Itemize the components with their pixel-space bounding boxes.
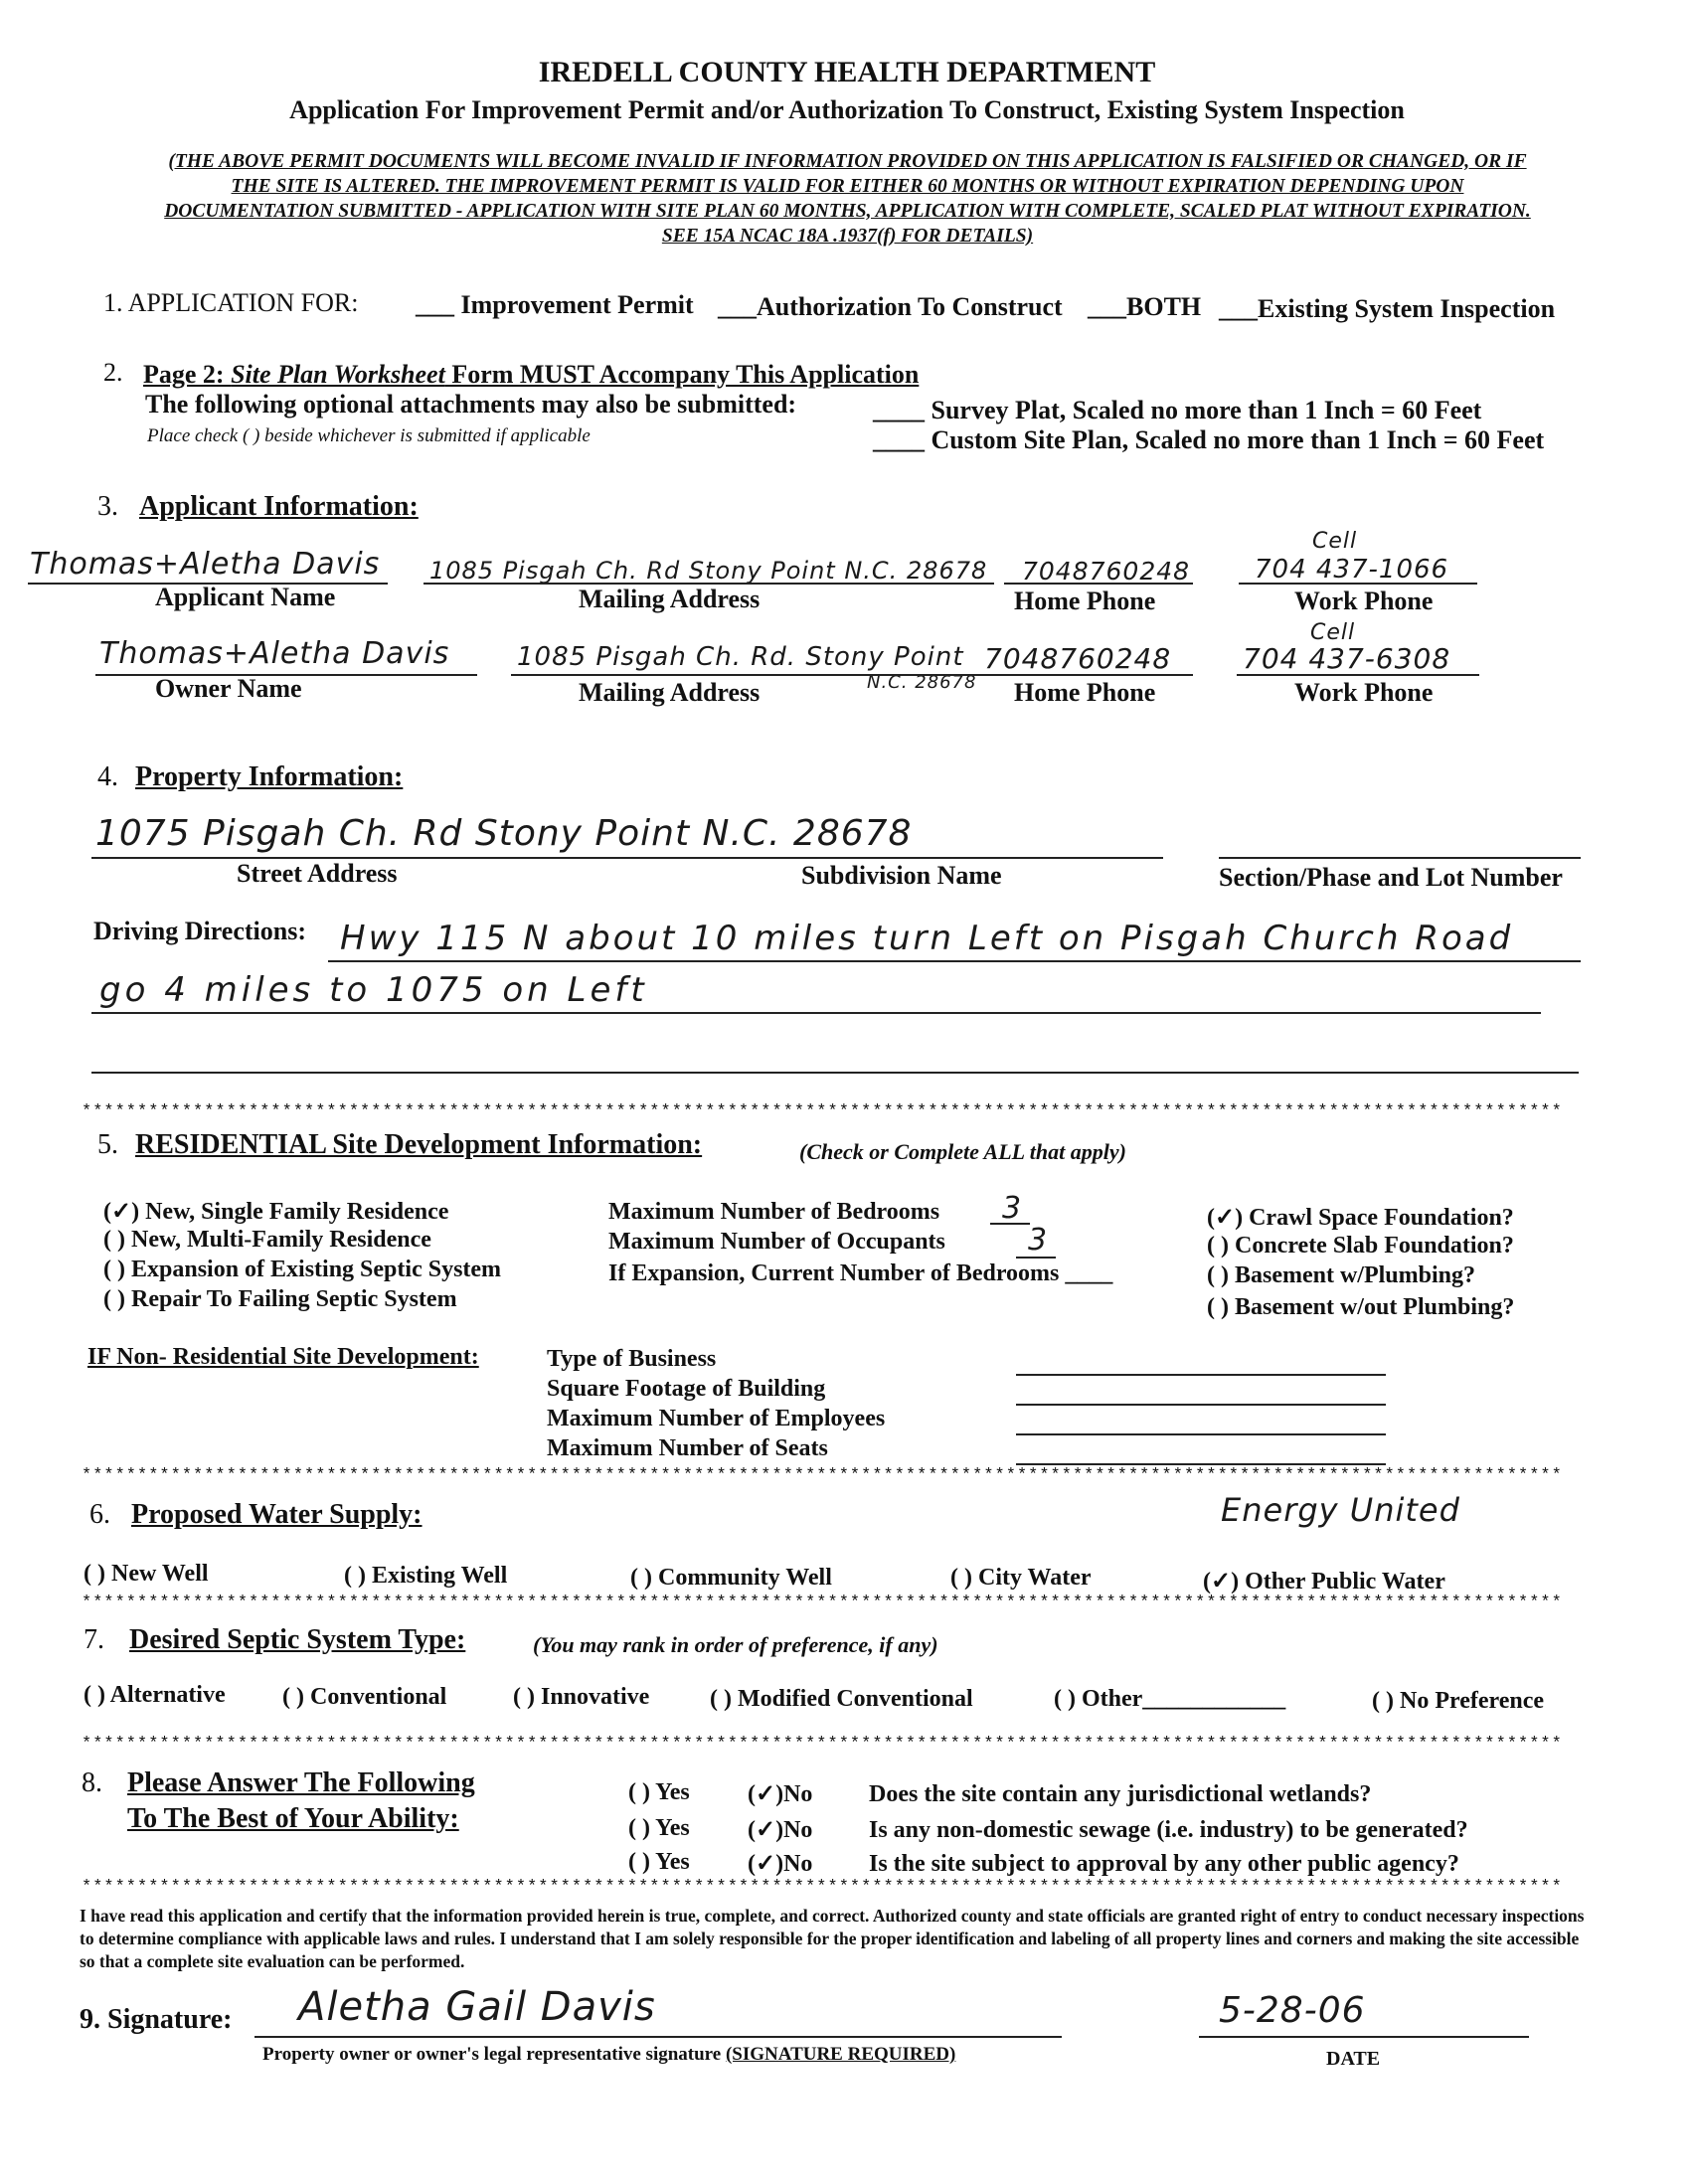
q-wetlands-yes[interactable]: ( ) Yes — [628, 1779, 690, 1805]
residence-type-expansion[interactable] — [103, 1257, 501, 1283]
owner-address-line2: N.C. 28678 — [867, 672, 977, 693]
septic-option-label: Alternative — [109, 1682, 226, 1708]
separator: ************************************************************************************************************************************* — [82, 1595, 1563, 1611]
section5-number: 5. — [97, 1129, 118, 1160]
page-title: IREDELL COUNTY HEALTH DEPARTMENT — [538, 56, 1156, 88]
checkbox-mark: ( ) — [950, 1565, 972, 1591]
checkbox-mark: ( ) — [1207, 1262, 1229, 1288]
checkbox-mark: ( ) — [84, 1561, 105, 1587]
residence-type-new-single[interactable] — [103, 1197, 448, 1226]
driving-directions-label: Driving Directions: — [93, 917, 306, 945]
owner-cell-note: Cell — [1310, 620, 1356, 645]
separator: ************************************************************************************************************************************* — [82, 1879, 1563, 1896]
foundation-concrete-slab[interactable] — [1207, 1233, 1514, 1260]
notice-line: THE SITE IS ALTERED. THE IMPROVEMENT PERMIT IS VALID FOR EITHER 60 MONTHS OR WITHOUT EXPIRATION DEPENDING UPON — [231, 176, 1464, 197]
notice-line: (THE ABOVE PERMIT DOCUMENTS WILL BECOME INVALID IF INFORMATION PROVIDED ON THIS APPLICATION IS FALSIFIED OR CHANGED, OR IF — [168, 151, 1527, 172]
signature-value[interactable]: Aletha Gail Davis — [298, 1984, 656, 2030]
date-caption: DATE — [1326, 2048, 1381, 2070]
checkbox-mark: ( ) — [282, 1684, 304, 1710]
q-sewage-no[interactable]: (✓)No — [748, 1817, 813, 1843]
residence-type-repair[interactable] — [103, 1286, 457, 1313]
water-option-label: City Water — [977, 1565, 1092, 1591]
notice-block — [80, 149, 1615, 249]
option-authorization[interactable]: ___Authorization To Construct — [718, 292, 1063, 321]
water-city-water[interactable] — [950, 1565, 1092, 1592]
attachment-custom-site-plan[interactable]: ____ Custom Site Plan, Scaled no more than 1 Inch = 60 Feet — [873, 425, 1545, 454]
foundation-label: Basement w/Plumbing? — [1234, 1262, 1475, 1288]
owner-address-value: 1085 Pisgah Ch. Rd. Stony Point — [517, 642, 964, 672]
residence-type-label: New, Multi-Family Residence — [130, 1227, 431, 1253]
separator: ************************************************************************************************************************************* — [82, 1467, 1563, 1484]
section-phase-label: Section/Phase and Lot Number — [1219, 863, 1563, 892]
checkbox-mark: ( ) — [1372, 1688, 1394, 1714]
max-bedrooms-value: 3 — [1002, 1191, 1023, 1226]
street-address-value: 1075 Pisgah Ch. Rd Stony Point N.C. 28678 — [95, 813, 913, 854]
septic-option-label: Innovative — [540, 1684, 650, 1710]
water-other-public[interactable] — [1203, 1567, 1445, 1596]
foundation-label: Basement w/out Plumbing? — [1234, 1294, 1515, 1320]
section4-title: Property Information: — [135, 761, 404, 792]
foundation-basement-no-plumbing[interactable] — [1207, 1294, 1514, 1321]
checkbox-mark: (✓) — [1207, 1205, 1244, 1231]
expansion-bedrooms-label[interactable]: If Expansion, Current Number of Bedrooms ____ — [608, 1260, 1113, 1286]
section7-title: Desired Septic System Type: — [129, 1624, 466, 1655]
q-wetlands-no[interactable]: (✓)No — [748, 1781, 813, 1807]
signature-caption — [262, 2044, 955, 2066]
water-provider-value: Energy United — [1221, 1491, 1460, 1529]
separator: ************************************************************************************************************************************* — [82, 1103, 1563, 1120]
owner-work-phone-value: 704 437-6308 — [1243, 642, 1451, 675]
water-option-label: New Well — [110, 1561, 209, 1587]
section3-title: Applicant Information: — [139, 491, 419, 522]
driving-directions-line2: go 4 miles to 1075 on Left — [99, 970, 648, 1010]
driving-directions-line1: Hwy 115 N about 10 miles turn Left on Pisgah Church Road — [340, 919, 1514, 958]
section5-note: (Check or Complete ALL that apply) — [799, 1139, 1126, 1164]
applicant-work-phone-label: Work Phone — [1294, 587, 1434, 615]
page-subtitle: Application For Improvement Permit and/or Authorization To Construct, Existing System Inspection — [289, 95, 1405, 124]
foundation-basement-plumbing[interactable] — [1207, 1262, 1475, 1289]
q-wetlands-text: Does the site contain any jurisdictional wetlands? — [869, 1781, 1372, 1807]
option-improvement-permit[interactable]: ___ Improvement Permit — [416, 290, 694, 319]
checkbox-mark: ( ) — [1207, 1294, 1229, 1320]
owner-name-value: Thomas+Aletha Davis — [99, 636, 450, 671]
foundation-label: Crawl Space Foundation? — [1249, 1205, 1514, 1231]
checkbox-mark: ( ) — [630, 1565, 652, 1591]
optional-attachments-text: The following optional attachments may also be submitted: — [145, 390, 797, 419]
checkbox-mark: (✓) — [103, 1199, 140, 1225]
septic-modified-conventional[interactable] — [710, 1686, 973, 1713]
attachment-survey-plat[interactable]: ____ Survey Plat, Scaled no more than 1 Inch = 60 Feet — [873, 396, 1482, 424]
water-option-label: Community Well — [657, 1565, 832, 1591]
water-option-label: Existing Well — [371, 1563, 508, 1589]
residence-type-label: Repair To Failing Septic System — [130, 1286, 457, 1312]
septic-other[interactable] — [1054, 1686, 1285, 1713]
checkbox-mark: ( ) — [103, 1227, 125, 1253]
max-occupants-value: 3 — [1028, 1223, 1049, 1258]
checkbox-mark: ( ) — [513, 1684, 535, 1710]
applicant-home-phone-label: Home Phone — [1014, 587, 1156, 615]
residence-type-new-multi[interactable] — [103, 1227, 431, 1254]
water-existing-well[interactable] — [344, 1563, 507, 1590]
applicant-cell-note: Cell — [1312, 529, 1358, 554]
section3-number: 3. — [97, 491, 118, 522]
owner-home-phone-label: Home Phone — [1014, 678, 1156, 707]
separator: ************************************************************************************************************************************* — [82, 1736, 1563, 1753]
water-option-label: Other Public Water — [1245, 1569, 1445, 1595]
septic-conventional[interactable] — [282, 1684, 446, 1711]
checkbox-mark: ( ) — [1207, 1233, 1229, 1259]
option-both[interactable]: ___BOTH — [1088, 292, 1202, 321]
checkbox-mark: (✓) — [1203, 1569, 1240, 1595]
section8-title-line2: To The Best of Your Ability: — [127, 1803, 459, 1834]
section7-note: (You may rank in order of preference, if any) — [533, 1632, 938, 1657]
septic-option-label: Conventional — [309, 1684, 447, 1710]
section6-number: 6. — [89, 1499, 110, 1530]
nonres-max-employees: Maximum Number of Employees — [547, 1406, 886, 1431]
nonres-max-seats: Maximum Number of Seats — [547, 1435, 828, 1461]
residence-type-label: Expansion of Existing Septic System — [130, 1257, 502, 1282]
checkbox-mark: ( ) — [103, 1286, 125, 1312]
q-agency-yes[interactable]: ( ) Yes — [628, 1849, 690, 1875]
section2-number: 2. — [103, 358, 123, 387]
q-sewage-text: Is any non-domestic sewage (i.e. industry) to be generated? — [869, 1817, 1468, 1843]
residence-type-label: New, Single Family Residence — [145, 1199, 449, 1225]
section8-title-line1: Please Answer The Following — [127, 1767, 475, 1798]
checkbox-mark: ( ) — [344, 1563, 366, 1589]
checkbox-mark: ( ) — [103, 1257, 125, 1282]
date-value[interactable]: 5-28-06 — [1219, 1990, 1366, 2031]
owner-mailing-label: Mailing Address — [579, 678, 761, 707]
owner-home-phone-value: 7048760248 — [984, 642, 1172, 675]
section2-title-prefix: Page 2: — [143, 360, 232, 389]
notice-line: SEE 15A NCAC 18A .1937(f) FOR DETAILS) — [661, 226, 1034, 247]
signature-required-note: (SIGNATURE REQUIRED) — [725, 2044, 956, 2065]
applicant-home-phone-value: 7048760248 — [1022, 557, 1191, 586]
applicant-mailing-label: Mailing Address — [579, 585, 761, 613]
owner-name-label: Owner Name — [155, 674, 302, 703]
water-community-well[interactable] — [630, 1565, 832, 1592]
applicant-address-value: 1085 Pisgah Ch. Rd Stony Point N.C. 28678 — [429, 557, 988, 585]
checkbox-mark: ( ) — [84, 1682, 105, 1708]
q-sewage-yes[interactable]: ( ) Yes — [628, 1815, 690, 1841]
notice-line: DOCUMENTATION SUBMITTED - APPLICATION WITH SITE PLAN 60 MONTHS, APPLICATION WITH COMPLETE, SCALED PLAT WITHOUT EXPIRATION. — [164, 201, 1531, 222]
q-agency-no[interactable]: (✓)No — [748, 1851, 813, 1877]
septic-innovative[interactable] — [513, 1684, 649, 1711]
checkbox-mark: ( ) — [1054, 1686, 1076, 1712]
place-check-note: Place check ( ) beside whichever is submitted if applicable — [147, 425, 591, 446]
signature-caption-text: Property owner or owner's legal representative signature — [262, 2044, 726, 2065]
applicant-name-value: Thomas+Aletha Davis — [30, 547, 381, 582]
section2-title — [143, 360, 919, 390]
foundation-label: Concrete Slab Foundation? — [1234, 1233, 1514, 1259]
section5-title: RESIDENTIAL Site Development Information: — [135, 1129, 703, 1160]
max-bedrooms-label: Maximum Number of Bedrooms — [608, 1199, 940, 1225]
section6-title: Proposed Water Supply: — [131, 1499, 423, 1530]
nonres-type-of-business: Type of Business — [547, 1346, 717, 1372]
septic-no-preference[interactable] — [1372, 1688, 1544, 1715]
subdivision-label: Subdivision Name — [801, 861, 1002, 890]
water-new-well[interactable] — [84, 1561, 209, 1588]
nonresidential-label: IF Non- Residential Site Development: — [87, 1344, 479, 1370]
septic-alternative[interactable] — [84, 1682, 226, 1709]
certification-text: I have read this application and certify that the information provided herein is true, complete, and correct. Authorized county and state officials are granted right of entry to conduct necessary inspections to determine compliance with applicable laws and rules. I understand that I am solely responsible for the proper identification and labeling of all property lines and corners and making the site accessible so that a complete site evaluation can be performed. — [80, 1906, 1585, 1971]
section2-title-suffix: Form MUST Accompany This Application — [444, 360, 920, 389]
applicant-name-label: Applicant Name — [155, 583, 336, 611]
section2-title-italic: Site Plan Worksheet — [231, 360, 445, 389]
section7-number: 7. — [84, 1624, 104, 1655]
section8-number: 8. — [82, 1767, 102, 1798]
applicant-work-phone-value: 704 437-1066 — [1255, 555, 1449, 585]
owner-work-phone-label: Work Phone — [1294, 678, 1434, 707]
septic-option-label: Modified Conventional — [737, 1686, 973, 1712]
septic-option-label: No Preference — [1399, 1688, 1545, 1714]
max-occupants-label: Maximum Number of Occupants — [608, 1229, 945, 1255]
street-address-label: Street Address — [237, 859, 398, 888]
septic-option-label: Other____________ — [1081, 1686, 1286, 1712]
section1-label: 1. APPLICATION FOR: — [103, 288, 359, 317]
foundation-crawl-space[interactable] — [1207, 1203, 1514, 1232]
checkbox-mark: ( ) — [710, 1686, 732, 1712]
nonres-square-footage: Square Footage of Building — [547, 1376, 826, 1402]
q-agency-text: Is the site subject to approval by any other public agency? — [869, 1851, 1459, 1877]
option-existing-inspection[interactable]: ___Existing System Inspection — [1219, 294, 1556, 323]
signature-label: 9. Signature: — [80, 2004, 233, 2035]
section4-number: 4. — [97, 761, 118, 792]
